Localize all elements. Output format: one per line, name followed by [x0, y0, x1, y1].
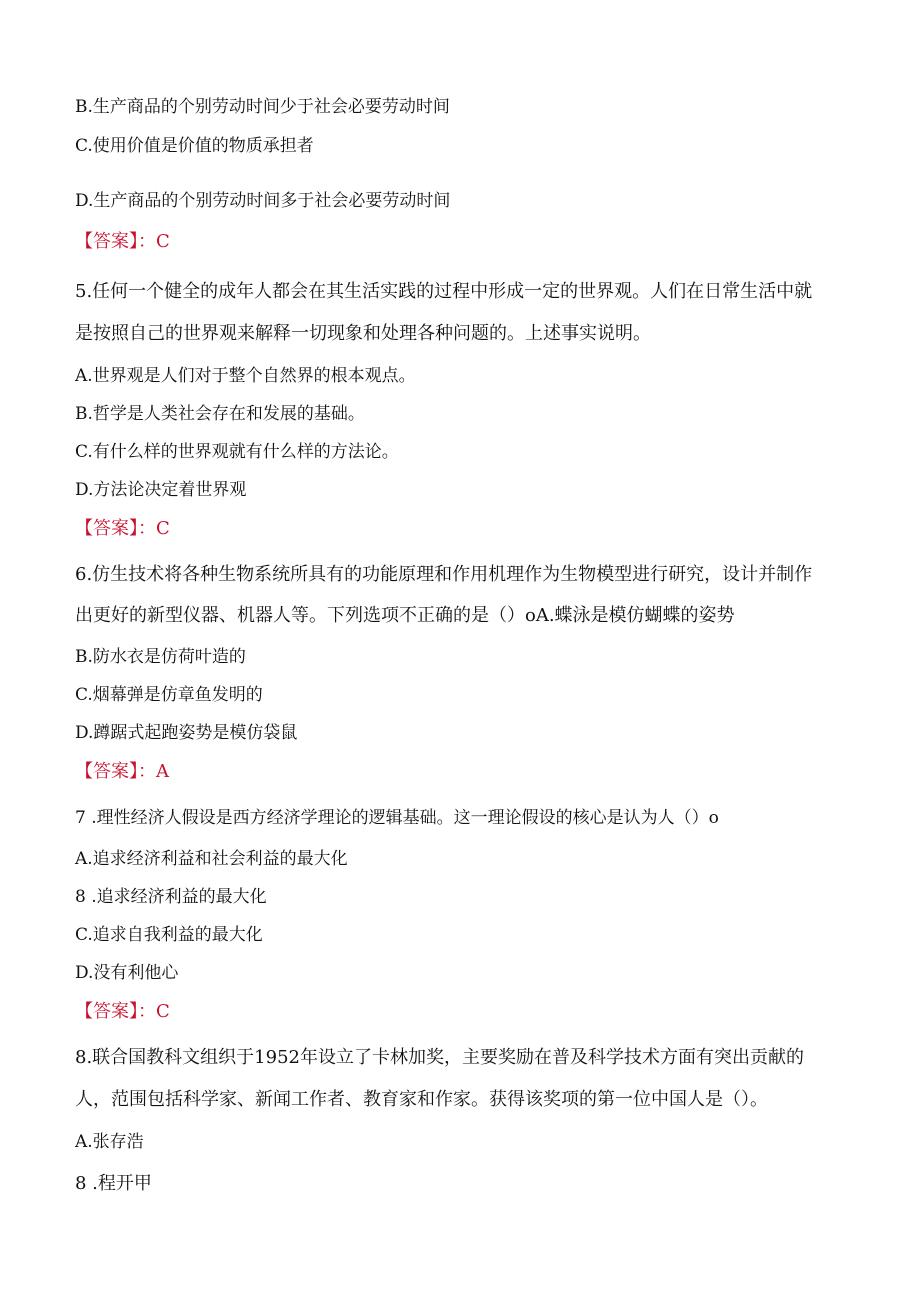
option-8-line: 8 .追求经济利益的最大化	[75, 887, 267, 907]
option-c-line: C.使用价值是价值的物质承担者	[75, 136, 314, 156]
option-d-line: D.没有利他心	[75, 963, 179, 983]
option-d-line: D.生产商品的个别劳动时间多于社会必要劳动时间	[75, 191, 451, 211]
option-b-line: B.生产商品的个别劳动时间少于社会必要劳动时间	[75, 97, 450, 117]
option-b-line: B.防水衣是仿荷叶造的	[75, 647, 246, 667]
question-5-line-1: 5.任何一个健全的成年人都会在其生活实践的过程中形成一定的世界观。人们在日常生活中就	[75, 281, 813, 302]
option-8-line: 8 .程开甲	[75, 1173, 152, 1194]
question-8-line-2: 人，范围包括科学家、新闻工作者、教育家和作家。获得该奖项的第一位中国人是（）。	[75, 1089, 768, 1110]
option-a-line: A.张存浩	[75, 1132, 144, 1152]
question-6-line-1: 6.仿生技术将各种生物系统所具有的功能原理和作用机理作为生物模型进行研究，设计并制作	[75, 564, 813, 585]
option-c-line: C.追求自我利益的最大化	[75, 925, 263, 945]
option-a-line: A.追求经济利益和社会利益的最大化	[75, 849, 348, 869]
answer-line: 【答案】：C	[75, 1001, 170, 1022]
option-d-line: D.蹲踞式起跑姿势是模仿袋鼠	[75, 723, 298, 743]
option-a-line: A.世界观是人们对于整个自然界的根本观点。	[75, 366, 416, 386]
question-5-line-2: 是按照自己的世界观来解释一切现象和处理各种问题的。上述事实说明。	[75, 323, 651, 344]
option-c-line: C.有什么样的世界观就有什么样的方法论。	[75, 442, 399, 462]
answer-line: 【答案】：C	[75, 231, 170, 252]
option-b-line: B.哲学是人类社会存在和发展的基础。	[75, 404, 365, 424]
question-7-line: 7 .理性经济人假设是西方经济学理论的逻辑基础。这一理论假设的核心是认为人（）o	[75, 808, 719, 828]
question-6-line-2: 出更好的新型仪器、机器人等。下列选项不正确的是（）oA.蝶泳是模仿蝴蝶的姿势	[75, 605, 735, 626]
option-d-line: D.方法论决定着世界观	[75, 480, 247, 500]
answer-line: 【答案】：A	[75, 761, 169, 782]
option-c-line: C.烟幕弹是仿章鱼发明的	[75, 685, 263, 705]
answer-line: 【答案】：C	[75, 518, 170, 539]
question-8-line-1: 8.联合国教科文组织于1952年设立了卡林加奖，主要奖励在普及科学技术方面有突出贡献的	[75, 1047, 804, 1068]
